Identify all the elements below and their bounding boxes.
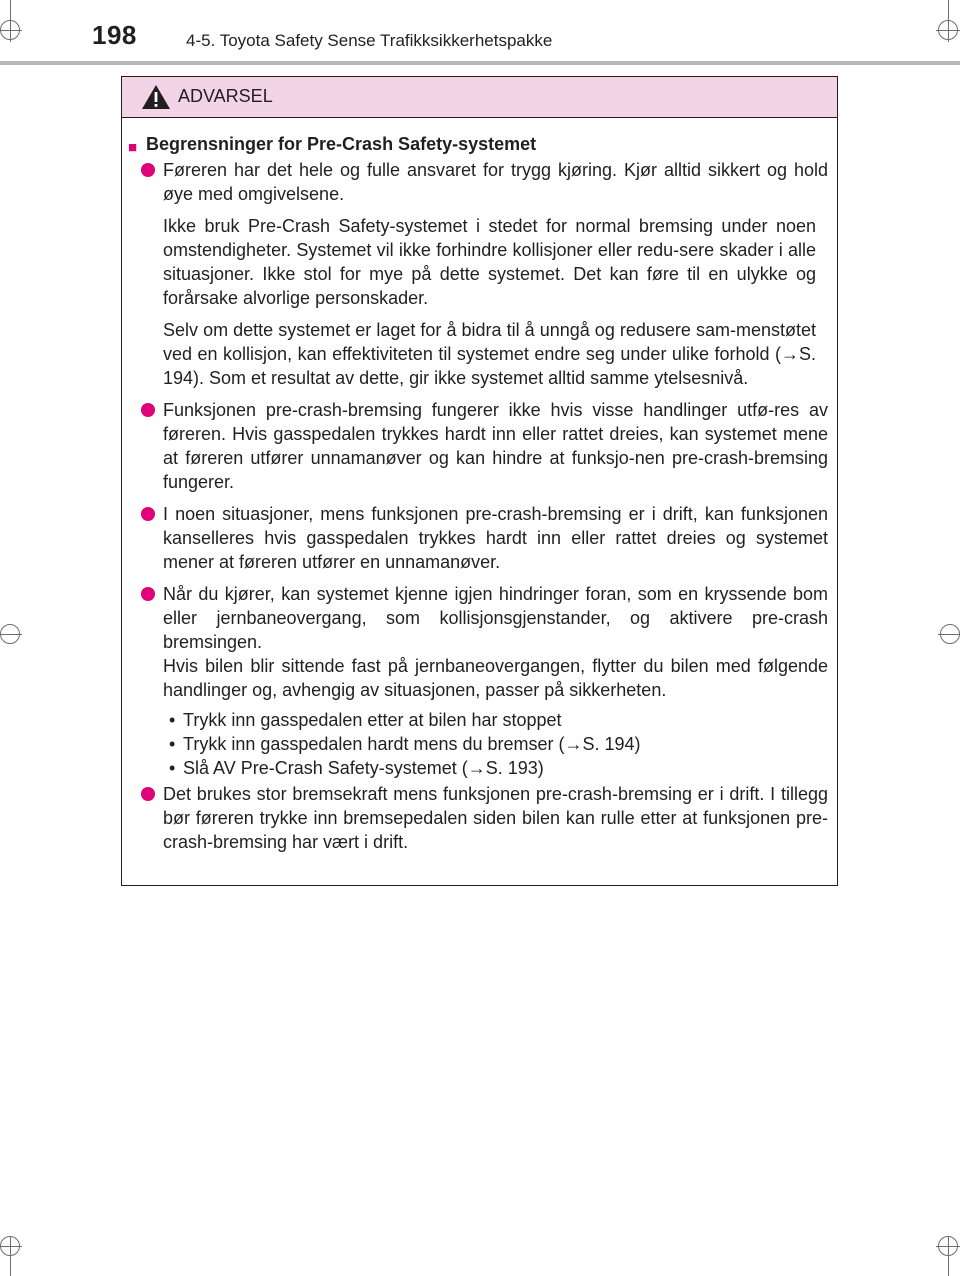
sub-list-item: [128, 708, 828, 732]
list-item: [128, 158, 828, 206]
circle-bullet-icon: [141, 507, 155, 521]
registration-mark: [938, 1236, 958, 1256]
circle-bullet-icon: [141, 163, 155, 177]
list-item: [128, 582, 828, 702]
list-item-text: Det brukes stor bremsekraft mens funksjonen pre-crash-bremsing er i drift. I tillegg bør føreren trykke inn bremsepedalen siden bilen kan rulle etter at funksjonen pre-crash-bremsing har vært i drift.: [163, 784, 828, 852]
paragraph: Selv om dette systemet er laget for å bidra til å unngå og redusere sam-menstøtet ved en kollisjon, kan effektiviteten til systemet endre seg under ulike forhold (→S. 194). Som et resultat av dette, gir ikke systemet alltid samme ytelsesnivå.: [163, 320, 816, 388]
small-bullet-icon: •: [169, 734, 176, 754]
list-item-text: Funksjonen pre-crash-bremsing fungerer ikke hvis visse handlinger utfø-res av føreren. Hvis gasspedalen trykkes hardt inn eller rattet dreies, kan systemet mene at føreren utfører unnamanøver og kan hindre at funksjo-nen pre-crash-bremsing fungerer.: [163, 400, 828, 492]
list-item-text: Når du kjører, kan systemet kjenne igjen hindringer foran, som en kryssende bom eller jernbaneovergang, som kollisjonsgjenstander, og aktivere pre-crash bremsingen.: [163, 584, 828, 652]
registration-mark: [938, 20, 958, 40]
sub-list: [128, 708, 828, 780]
registration-mark: [0, 624, 20, 644]
small-bullet-icon: •: [169, 710, 176, 730]
list-item-text: Hvis bilen blir sittende fast på jernbaneovergangen, flytter du bilen med følgende handlinger og, avhengig av situasjonen, passer på sikkerheten.: [163, 656, 828, 700]
sub-list-item-text: Trykk inn gasspedalen etter at bilen har stoppet: [183, 710, 562, 730]
header-rule: [0, 61, 960, 65]
page-number: 198: [92, 20, 137, 50]
sub-list-item: [128, 732, 828, 756]
warning-content: [128, 132, 828, 862]
square-bullet-icon: ■: [128, 139, 138, 156]
list-item: [128, 782, 828, 854]
list-item-text: Føreren har det hele og fulle ansvaret for trygg kjøring. Kjør alltid sikkert og hold øye med omgivelsene.: [163, 160, 828, 204]
list-item: [128, 502, 828, 574]
sub-list-item: [128, 756, 828, 780]
registration-mark: [0, 1236, 20, 1256]
list-item: [128, 398, 828, 494]
section-heading-text: Begrensninger for Pre-Crash Safety-systemet: [146, 134, 537, 154]
circle-bullet-icon: [141, 787, 155, 801]
small-bullet-icon: •: [169, 758, 176, 778]
warning-box: [121, 76, 838, 886]
section-heading: [128, 132, 828, 156]
circle-bullet-icon: [141, 403, 155, 417]
paragraph: Ikke bruk Pre-Crash Safety-systemet i stedet for normal bremsing under noen omstendigheter. Systemet vil ikke forhindre kollisjoner eller redu-sere skader i alle situasjoner. Ikke stol for mye på dette systemet. Det kan føre til en ulykke og forårsake alvorlige personskader.: [163, 216, 816, 308]
section-title: 4-5. Toyota Safety Sense Trafikksikkerhetspakke: [186, 31, 553, 50]
warning-title: ADVARSEL: [178, 86, 273, 106]
warning-triangle-icon: [141, 84, 171, 110]
sub-list-item-text: Slå AV Pre-Crash Safety-systemet (→S. 193): [183, 758, 544, 778]
sub-list-item-text: Trykk inn gasspedalen hardt mens du bremser (→S. 194): [183, 734, 641, 754]
circle-bullet-icon: [141, 587, 155, 601]
list-item-text: I noen situasjoner, mens funksjonen pre-crash-bremsing er i drift, kan funksjonen kanselleres hvis gasspedalen trykkes hardt inn eller rattet dreies og systemet mener at føreren utfører en unnamanøver.: [163, 504, 828, 572]
registration-mark: [0, 20, 20, 40]
registration-mark: [940, 624, 960, 644]
warning-header: [122, 77, 837, 118]
